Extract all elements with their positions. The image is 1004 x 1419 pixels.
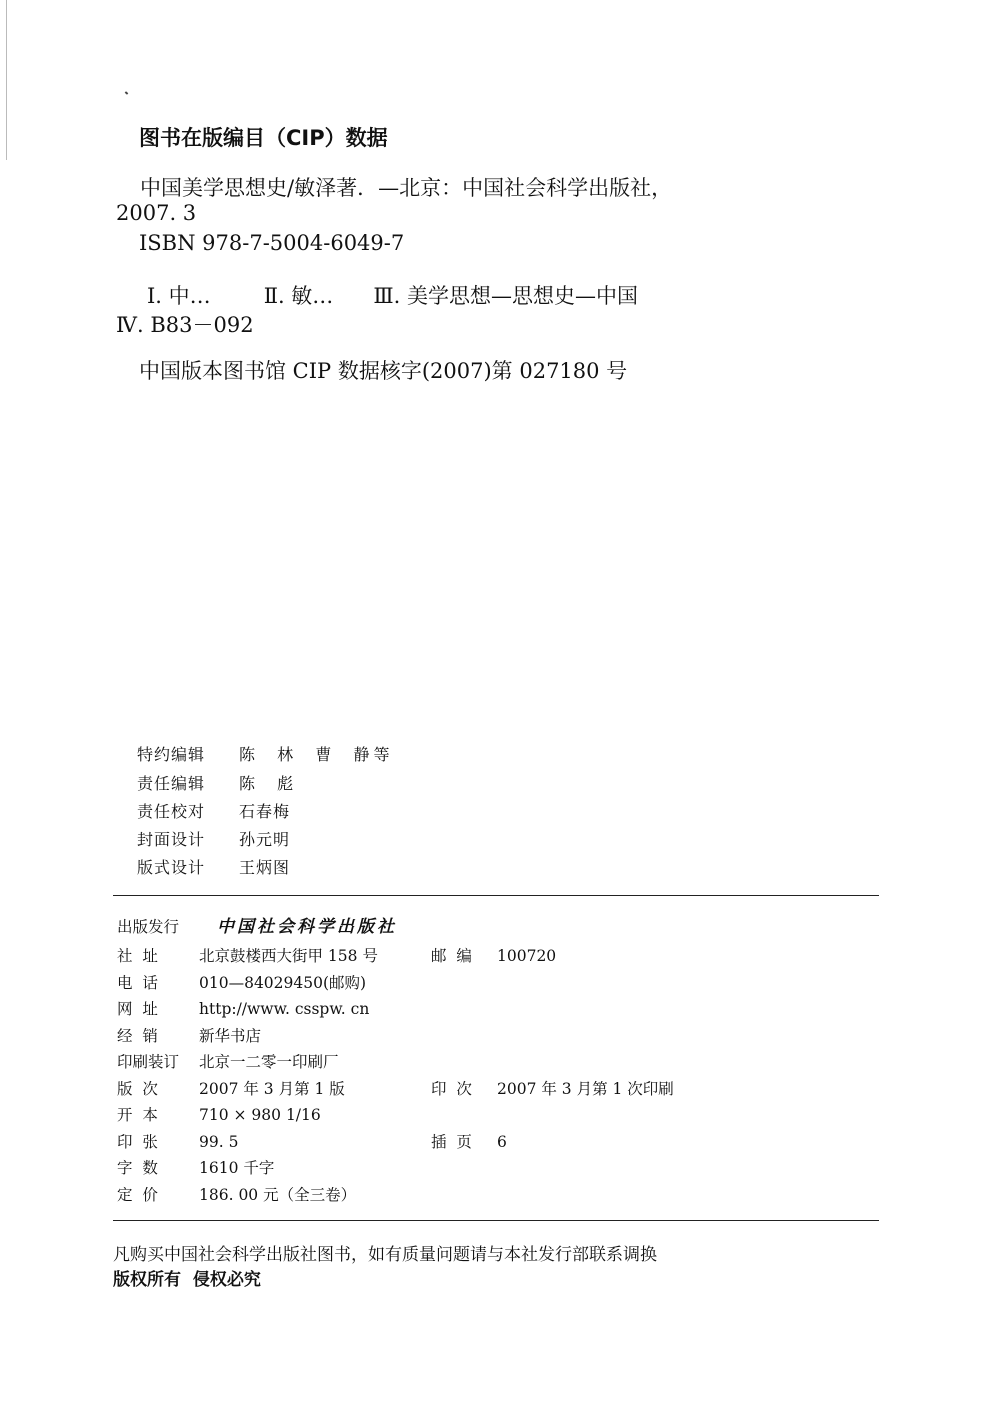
publication-value: 1610 千字 — [199, 1159, 275, 1177]
publication-label-2: 插 页 — [431, 1132, 472, 1151]
publication-label: 定 价 — [117, 1185, 158, 1204]
publication-value: 186. 00 元（全三卷） — [199, 1185, 357, 1204]
publication-value: 新华书店 — [199, 1026, 262, 1045]
class-2: Ⅱ. 敏… — [263, 284, 334, 308]
class-3: Ⅲ. 美学思想—思想史—中国 — [373, 284, 638, 308]
staff-value: 石春梅 — [239, 802, 291, 821]
publication-label: 开 本 — [117, 1106, 158, 1124]
publication-value-2: 2007 年 3 月第 1 次印刷 — [497, 1079, 674, 1098]
publication-label: 经 销 — [117, 1026, 158, 1045]
staff-label: 封面设计 — [137, 830, 206, 849]
publisher-row — [117, 912, 397, 937]
publication-row — [117, 971, 431, 993]
divider-bottom — [113, 1220, 879, 1221]
footer-notice: 凡购买中国社会科学出版社图书，如有质量问题请与本社发行部联系调换 — [113, 1245, 657, 1265]
publication-value: 2007 年 3 月第 1 版 — [199, 1079, 345, 1098]
publication-row — [117, 1103, 431, 1125]
publication-value: http://www. csspw. cn — [199, 1000, 370, 1018]
publication-value-2: 6 — [497, 1132, 507, 1151]
staff-label: 责任校对 — [137, 802, 206, 821]
publication-row — [117, 944, 556, 966]
cip-isbn: ISBN 978-7-5004-6049-7 — [139, 231, 405, 255]
publication-label: 印刷装订 — [117, 1053, 180, 1071]
staff-label: 特约编辑 — [137, 745, 206, 764]
cip-number: 中国版本图书馆 CIP 数据核字(2007)第 027180 号 — [139, 359, 628, 383]
publication-row — [117, 1183, 431, 1205]
publication-value: 北京鼓楼西大街甲 158 号 — [199, 947, 378, 965]
staff-value: 王炳图 — [239, 858, 291, 877]
publication-label: 社 址 — [117, 947, 158, 965]
publication-value: 710 × 980 1/16 — [199, 1106, 321, 1124]
publication-label: 电 话 — [117, 973, 158, 992]
staff-row — [137, 799, 290, 822]
publisher-name: 中国社会科学出版社 — [217, 917, 397, 937]
publication-label: 网 址 — [117, 1000, 158, 1018]
cip-classification — [147, 280, 638, 310]
staff-value: 陈 林 曹 静等 — [239, 745, 394, 764]
publication-label-2: 邮 编 — [431, 947, 472, 965]
publication-row — [117, 1024, 431, 1046]
cip-class-code: Ⅳ. B83－092 — [116, 313, 254, 337]
publication-value: 010—84029450(邮购) — [199, 973, 367, 992]
cip-title: 图书在版编目（CIP）数据 — [139, 126, 388, 150]
staff-value: 孙元明 — [239, 830, 291, 849]
staff-row — [137, 855, 290, 878]
publication-value-2: 100720 — [497, 947, 557, 965]
publication-label: 印 张 — [117, 1132, 158, 1151]
publication-label: 字 数 — [117, 1159, 158, 1177]
scan-mark — [125, 91, 129, 94]
staff-row — [137, 827, 290, 850]
publication-row — [117, 997, 431, 1019]
publication-row — [117, 1130, 507, 1152]
footer-rights: 版权所有 侵权必究 — [113, 1270, 261, 1290]
publication-row — [117, 1050, 431, 1072]
publisher-label: 出版发行 — [117, 918, 180, 936]
class-1: Ⅰ. 中… — [147, 284, 211, 308]
staff-value: 陈 彪 — [239, 774, 298, 793]
publication-row — [117, 1077, 674, 1099]
publication-label-2: 印 次 — [431, 1079, 472, 1098]
publication-value: 北京一二零一印刷厂 — [199, 1053, 339, 1071]
cip-date-line: 2007. 3 — [116, 201, 197, 225]
cip-book-line: 中国美学思想史/敏泽著．—北京：中国社会科学出版社， — [140, 176, 673, 200]
publication-row — [117, 1156, 431, 1178]
publication-label: 版 次 — [117, 1079, 158, 1098]
divider-top — [113, 895, 879, 896]
staff-row — [137, 771, 297, 794]
staff-label: 责任编辑 — [137, 774, 206, 793]
staff-label: 版式设计 — [137, 858, 206, 877]
publication-value: 99. 5 — [199, 1132, 239, 1151]
page-margin-line — [6, 0, 7, 160]
staff-row — [137, 742, 394, 765]
